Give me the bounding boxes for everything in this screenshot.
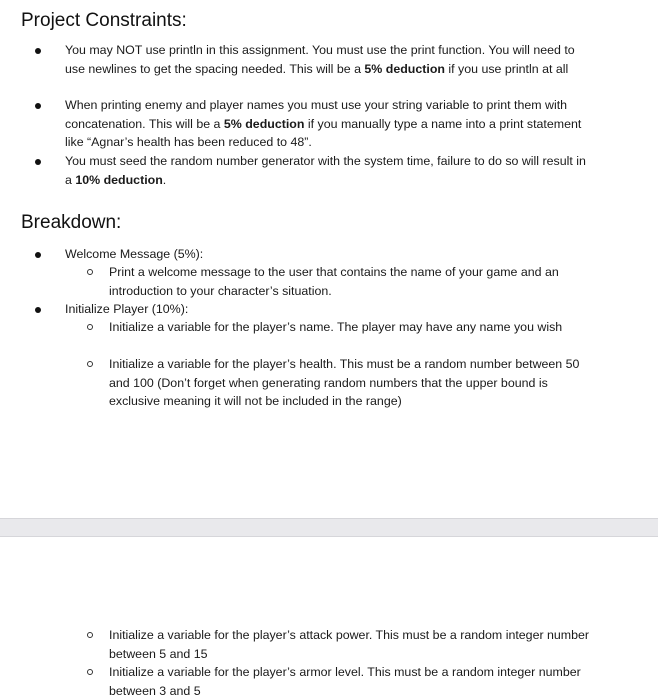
player-sub-item-attack: Initialize a variable for the player’s attack power. This must be a random integer number between 5 and 15 — [109, 628, 590, 661]
constraint-item-1: You may NOT use println in this assignment. You must use the print function. You will need to use newlines to get the spacing needed. This will be a 5% deduction if you use println at all — [65, 43, 575, 76]
circle-bullet-icon — [87, 632, 93, 638]
constraint-item-2: When printing enemy and player names you must use your string variable to print them with concatenation. This will be a 5% deduction if you manually type a name into a print statement like “Agnar’s health has been reduced to 48”. — [65, 98, 582, 150]
circle-bullet-icon — [87, 269, 93, 275]
project-constraints-heading: Project Constraints: — [21, 10, 187, 31]
breakdown-heading: Breakdown: — [21, 212, 122, 233]
page-separator — [0, 518, 658, 537]
initialize-player-item: Initialize Player (10%): — [65, 302, 189, 316]
circle-bullet-icon — [87, 324, 93, 330]
bullet-icon — [35, 252, 41, 258]
player-sub-item-armor: Initialize a variable for the player’s armor level. This must be a random integer number between 3 and 5 — [109, 665, 581, 698]
document-page-bottom — [0, 537, 658, 700]
player-sub-item-health: Initialize a variable for the player’s health. This must be a random number between 50 and 100 (Don’t forget when generating random numbers that the upper bound is exclusive meaning it will not be included in the range) — [109, 357, 580, 409]
bullet-icon — [35, 103, 41, 109]
bullet-icon — [35, 48, 41, 54]
constraint-item-3: You must seed the random number generator with the system time, failure to do so will result in a 10% deduction. — [65, 154, 586, 187]
welcome-message-item: Welcome Message (5%): — [65, 247, 204, 261]
bullet-icon — [35, 159, 41, 165]
bullet-icon — [35, 307, 41, 313]
player-sub-item-name: Initialize a variable for the player’s name. The player may have any name you wish — [109, 320, 563, 334]
welcome-sub-item-1: Print a welcome message to the user that contains the name of your game and an introduction to your character’s situation. — [109, 265, 559, 298]
circle-bullet-icon — [87, 669, 93, 675]
circle-bullet-icon — [87, 361, 93, 367]
